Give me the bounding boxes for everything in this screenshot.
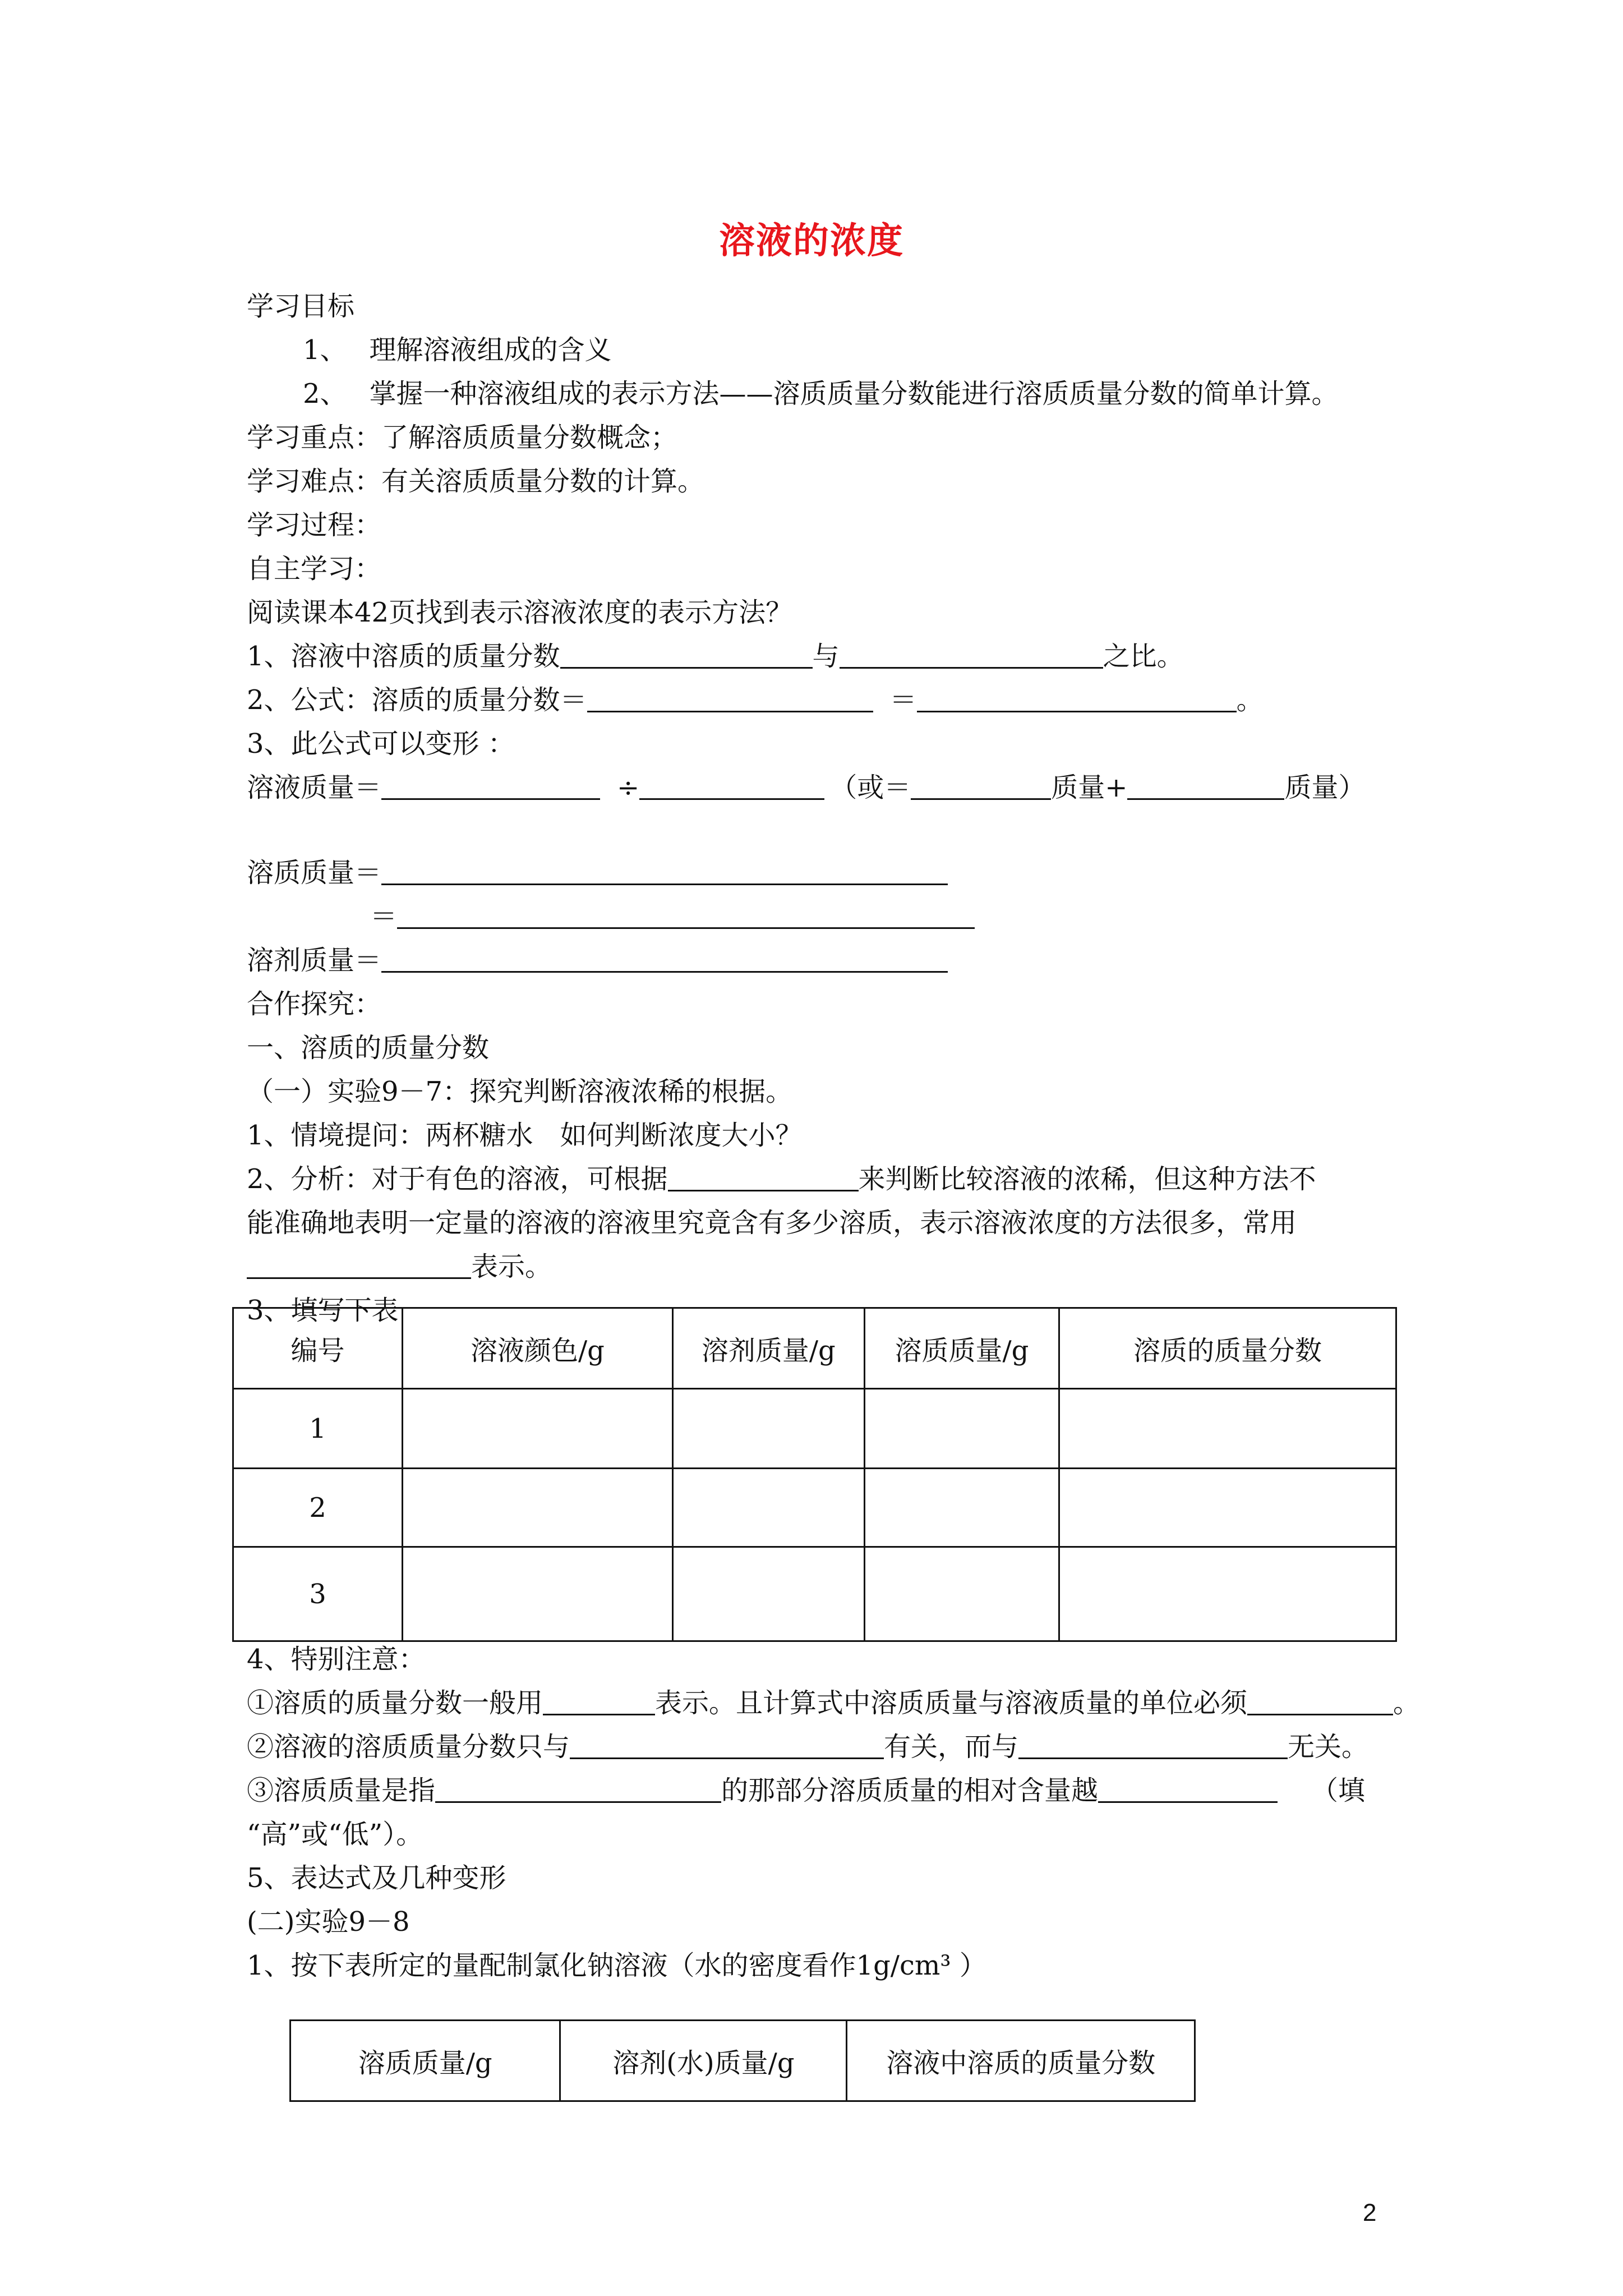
nacl-table [289, 2019, 1196, 2102]
self-study-heading: 自主学习： [247, 553, 382, 585]
note-2 [247, 1727, 1424, 1770]
text: ÷ [617, 772, 640, 803]
row-number: 2 [233, 1469, 403, 1547]
text: 2、公式：溶质的质量分数＝ [247, 684, 587, 716]
table-cell[interactable] [1059, 1547, 1396, 1641]
solution-mass-line [247, 767, 1424, 811]
variant-heading: 3、此公式可以变形 ： [247, 728, 515, 760]
fill-blank[interactable] [1247, 1686, 1393, 1715]
text: ②溶液的溶质质量分数只与 [247, 1731, 570, 1763]
key-point: 学习重点：了解溶质质量分数概念； [247, 422, 678, 453]
table-cell[interactable] [672, 1547, 864, 1641]
header-cell: 溶质质量/g [864, 1308, 1059, 1389]
header-cell: 编号 [233, 1308, 403, 1389]
table-cell[interactable] [864, 1389, 1059, 1469]
note-1 [247, 1683, 1424, 1727]
table-row [233, 1469, 1396, 1547]
solute-mass-line [247, 853, 1424, 896]
text: 表示。且计算式中溶质质量与溶液质量的单位必须 [655, 1687, 1248, 1719]
table-header-row [233, 1308, 1396, 1389]
table-instruction: 3、填写下表 [247, 1295, 399, 1326]
fill-in-table [232, 1307, 1397, 1642]
text: 溶质质量＝ [247, 857, 382, 889]
text: （或＝ [830, 772, 911, 803]
nacl-instruction: 1、按下表所定的量配制氯化钠溶液（水的密度看作1g/cm³ ） [247, 1950, 986, 1981]
text: 2、分析：对于有色的溶液，可根据 [247, 1163, 668, 1195]
page-number: 2 [1363, 2199, 1377, 2226]
text: 有关，而与 [884, 1731, 1019, 1763]
section-1-heading: 一、溶质的质量分数 [247, 1032, 490, 1064]
text: ③溶质质量是指 [247, 1775, 436, 1806]
solvent-mass-line [247, 940, 1424, 984]
fill-blank[interactable] [247, 1249, 471, 1279]
text: 1、溶液中溶质的质量分数 [247, 641, 560, 672]
table-cell[interactable] [403, 1547, 673, 1641]
analysis-line-3 [247, 1246, 1424, 1290]
notes-section [247, 1639, 1424, 1989]
fill-blank[interactable] [911, 770, 1051, 800]
text: 来判断比较溶液的浓稀，但这种方法不 [858, 1163, 1316, 1195]
fill-blank[interactable] [560, 639, 813, 669]
spacer [247, 811, 1424, 853]
fill-blank[interactable] [1018, 1729, 1288, 1759]
analysis-line-2: 能准确地表明一定量的溶液的溶液里究竟含有多少溶质，表示溶液浓度的方法很多，常用 [247, 1207, 1297, 1239]
header-cell: 溶质质量/g [291, 2021, 560, 2101]
fill-blank[interactable] [1127, 770, 1284, 800]
expression-heading: 5、表达式及几种变形 [247, 1862, 506, 1894]
reading-prompt: 阅读课本42页找到表示溶液浓度的表示方法？ [247, 597, 793, 628]
header-cell: 溶剂(水)质量/g [560, 2021, 847, 2101]
fill-blank[interactable] [397, 899, 975, 929]
table-cell[interactable] [864, 1547, 1059, 1641]
header-cell: 溶质的质量分数 [1059, 1308, 1396, 1389]
cooperation-heading: 合作探究： [247, 988, 382, 1020]
row-number: 1 [233, 1389, 403, 1469]
text: ＝ [370, 901, 398, 932]
fill-blank[interactable] [639, 770, 824, 800]
fill-blank[interactable] [1098, 1773, 1278, 1803]
fill-blank[interactable] [570, 1729, 884, 1759]
analysis-line-1 [247, 1159, 1424, 1203]
notes-heading: 4、特别注意： [247, 1644, 426, 1675]
learning-goals-heading: 学习目标 [247, 291, 355, 322]
text: 无关。 [1288, 1731, 1369, 1763]
note-3 [247, 1770, 1424, 1814]
text: ＝ [889, 684, 917, 716]
goal-2-number: 2、 [303, 378, 347, 409]
header-cell: 溶剂质量/g [672, 1308, 864, 1389]
table-cell[interactable] [403, 1389, 673, 1469]
text: 。 [1236, 684, 1264, 716]
fill-blank[interactable] [381, 943, 948, 973]
fill-blank[interactable] [543, 1686, 655, 1715]
worksheet-body [247, 286, 1424, 1334]
fill-blank[interactable] [668, 1162, 859, 1191]
experiment-9-7: （一）实验9－7：探究判断溶液浓稀的根据。 [247, 1076, 793, 1107]
text: （填 [1311, 1775, 1366, 1806]
fill-blank[interactable] [381, 770, 600, 800]
page-title: 溶液的浓度 [719, 220, 904, 262]
goal-2 [247, 374, 1424, 417]
scenario-question: 1、情境提问：两杯糖水 如何判断浓度大小？ [247, 1120, 803, 1151]
table-cell[interactable] [672, 1389, 864, 1469]
text: 溶剂质量＝ [247, 945, 382, 976]
fill-blank[interactable] [435, 1773, 721, 1803]
table-row [233, 1547, 1396, 1641]
text: ①溶质的质量分数一般用 [247, 1687, 543, 1719]
text: 表示。 [471, 1251, 552, 1282]
table-cell[interactable] [1059, 1389, 1396, 1469]
table-cell[interactable] [1059, 1469, 1396, 1547]
text: 质量） [1284, 772, 1366, 803]
header-cell: 溶液中溶质的质量分数 [847, 2021, 1195, 2101]
item-1-line [247, 636, 1424, 680]
text: 与 [812, 641, 840, 672]
experiment-9-8: (二)实验9－8 [247, 1906, 410, 1938]
table-cell[interactable] [672, 1469, 864, 1547]
text: 的那部分溶质质量的相对含量越 [721, 1775, 1099, 1806]
process-heading: 学习过程： [247, 509, 382, 541]
table-cell[interactable] [864, 1469, 1059, 1547]
goal-1-number: 1、 [303, 334, 347, 366]
row-number: 3 [233, 1547, 403, 1641]
difficult-point: 学习难点：有关溶质质量分数的计算。 [247, 466, 705, 497]
table-row [233, 1389, 1396, 1469]
text: 。 [1393, 1687, 1421, 1719]
fill-blank[interactable] [840, 639, 1103, 669]
goal-1 [247, 330, 1424, 374]
formula-line [247, 680, 1424, 724]
table-header-row [291, 2021, 1195, 2101]
goal-2-text: 掌握一种溶液组成的表示方法——溶质质量分数能进行溶质质量分数的简单计算。 [369, 378, 1339, 409]
header-cell: 溶液颜色/g [403, 1308, 673, 1389]
text: 质量+ [1051, 772, 1128, 803]
note-3-cont: “高”或“低”）。 [247, 1819, 423, 1850]
fill-blank[interactable] [587, 683, 873, 712]
goal-1-text: 理解溶液组成的含义 [369, 334, 612, 366]
fill-blank[interactable] [917, 683, 1237, 712]
text: 之比。 [1103, 641, 1184, 672]
fill-blank[interactable] [381, 855, 948, 885]
text: 溶液质量＝ [247, 772, 382, 803]
solute-mass-line-2 [247, 896, 1424, 940]
table-cell[interactable] [403, 1469, 673, 1547]
